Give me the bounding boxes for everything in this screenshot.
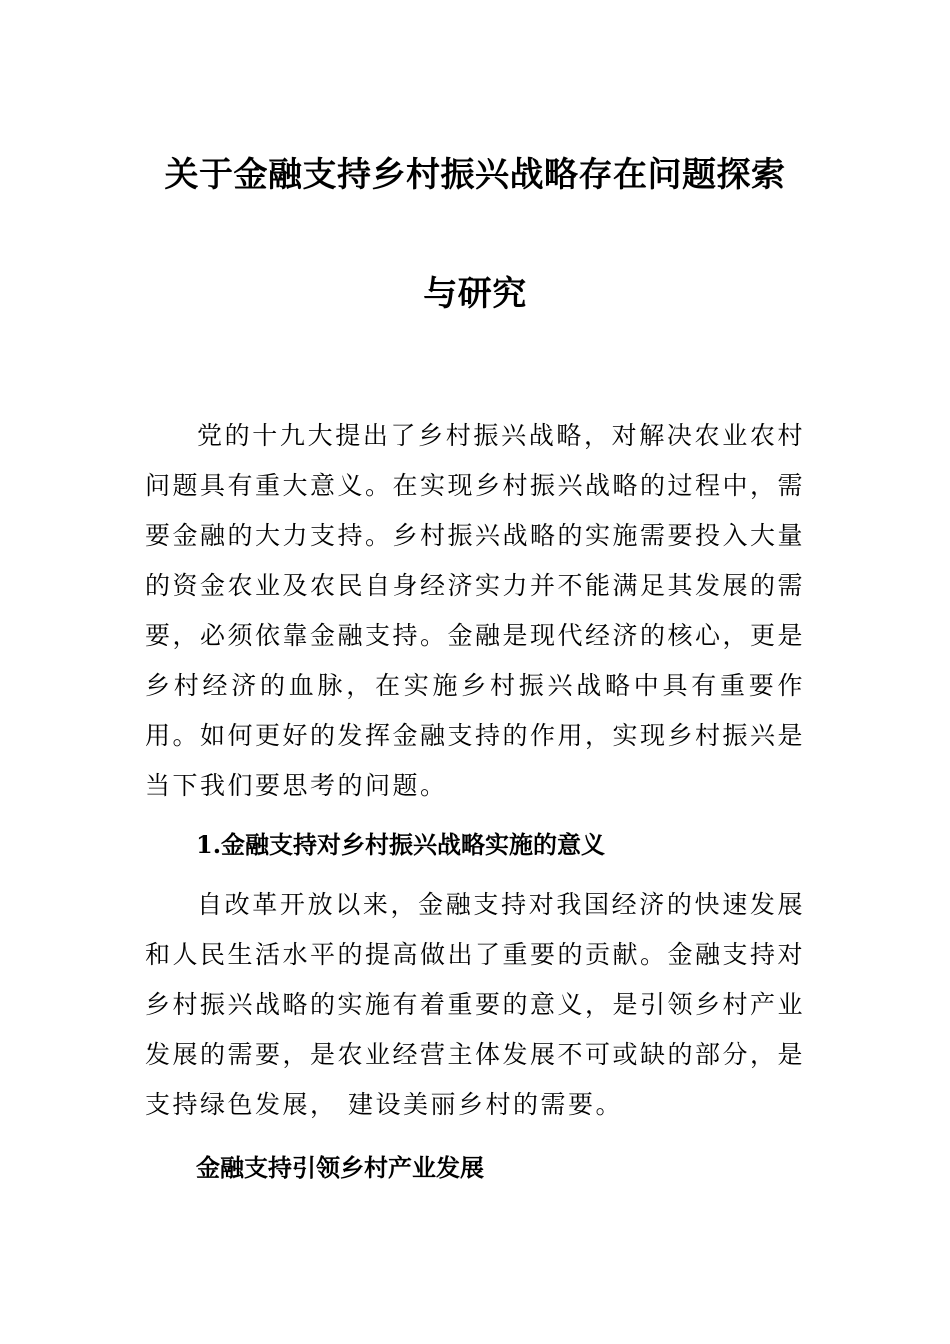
document-title-line-1: 关于金融支持乡村振兴战略存在问题探索 bbox=[164, 155, 786, 195]
subsection-heading: 金融支持引领乡村产业发展 bbox=[196, 1153, 484, 1182]
section-1-paragraph: 自改革开放以来，金融支持对我国经济的快速发展和人民生活水平的提高做出了重要的贡献。金融支持对乡村振兴战略的实施有着重要的意义，是引领乡村产业发展的需要，是农业经营主体发展不可或缺的部分，是支持绿色发展， 建设美丽乡村的需要。 bbox=[145, 890, 806, 1119]
document-title-line-2: 与研究 bbox=[423, 274, 527, 314]
section-heading-1: 1.金融支持对乡村振兴战略实施的意义 bbox=[196, 830, 606, 859]
intro-paragraph: 党的十九大提出了乡村振兴战略，对解决农业农村问题具有重大意义。在实现乡村振兴战略的过程中，需要金融的大力支持。乡村振兴战略的实施需要投入大量的资金农业及农民自身经济实力并不能满足其发展的需要，必须依靠金融支持。金融是现代经济的核心，更是乡村经济的血脉，在实施乡村振兴战略中具有重要作用。如何更好的发挥金融支持的作用，实现乡村振兴是当下我们要思考的问题。 bbox=[145, 421, 806, 800]
